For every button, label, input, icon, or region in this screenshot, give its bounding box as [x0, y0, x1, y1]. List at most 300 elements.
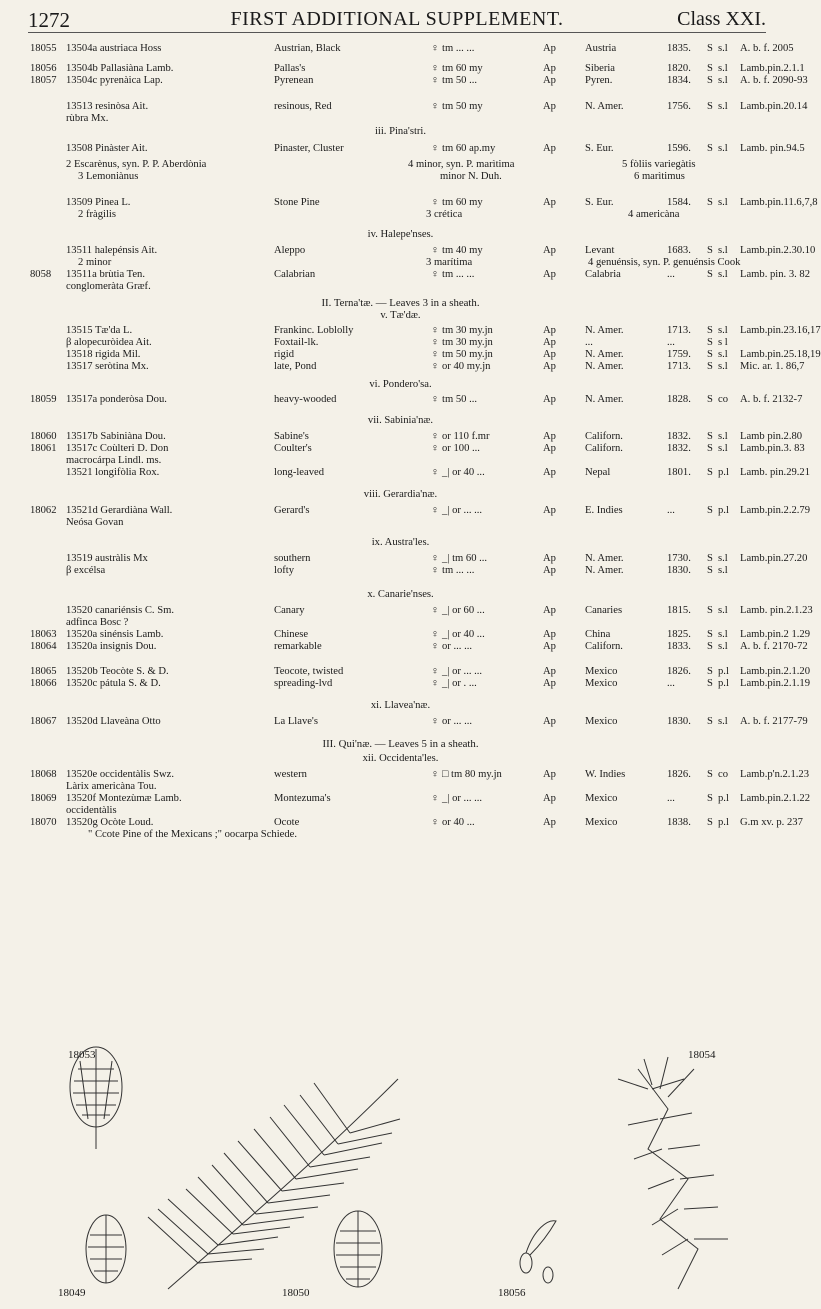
native-country: Mexico [585, 666, 618, 677]
soil: s.l [718, 431, 728, 442]
year-introduced: 1830. [667, 565, 691, 576]
size-and-flowering: or 100 ... [442, 443, 480, 454]
species-name: adfinca Bosc ? [66, 617, 129, 628]
native-country: Californ. [585, 641, 623, 652]
propagation: Ap [543, 143, 556, 154]
size-and-flowering: or 40 ... [442, 817, 475, 828]
year-introduced: 1832. [667, 431, 691, 442]
figure-reference: Lamb. pin. 3. 82 [740, 269, 811, 280]
habit-symbol: ♀ [431, 666, 439, 677]
section-heading: II. Terna'tæ. — Leaves 3 in a sheath. [321, 297, 480, 309]
species-name: 13509 Pinea L. [66, 197, 131, 208]
species-row [0, 715, 808, 731]
figure-reference: Lamb.p'n.2.1.23 [740, 769, 809, 780]
common-name: Pallas's [274, 63, 306, 74]
habit-symbol: ♀ [431, 394, 439, 405]
species-name: 13520a insignis Dou. [66, 641, 157, 652]
native-country: S. Eur. [585, 197, 614, 208]
page-title: FIRST ADDITIONAL SUPPLEMENT. [230, 8, 564, 30]
subsection-heading: xii. Occidenta'les. [362, 753, 439, 764]
cone-left-illustration [70, 1047, 122, 1149]
figure-reference: A. b. f. 2132-7 [740, 394, 803, 405]
figure-reference: Lamb.pin.25.18,19 [740, 349, 821, 360]
figure-reference: Lamb.pin.2.30.10 [740, 245, 816, 256]
common-name: western [274, 769, 307, 780]
native-country: Mexico [585, 793, 618, 804]
propagation: Ap [543, 629, 556, 640]
common-name: southern [274, 553, 311, 564]
year-introduced: 1756. [667, 101, 691, 112]
year-introduced: 1815. [667, 605, 691, 616]
propagation: Ap [543, 678, 556, 689]
season: S [707, 641, 713, 652]
propagation: Ap [543, 505, 556, 516]
soil: s.l [718, 63, 728, 74]
year-introduced: 1835. [667, 43, 691, 54]
figure-reference: Lamb.pin.2.1.20 [740, 666, 811, 677]
species-row [0, 640, 808, 656]
common-name: rigid [274, 349, 295, 360]
season: S [707, 678, 713, 689]
habit-symbol: ♀ [431, 565, 439, 576]
habit-symbol: ♀ [431, 361, 439, 372]
species-name: occidentàlis [66, 805, 117, 816]
season: S [707, 443, 713, 454]
size-and-flowering: tm ... ... [442, 43, 475, 54]
soil: s.l [718, 553, 728, 564]
native-country: E. Indies [585, 505, 623, 516]
species-name: 13511 halepénsis Ait. [66, 245, 158, 256]
propagation: Ap [543, 325, 556, 336]
year-introduced: 1596. [667, 143, 691, 154]
propagation: Ap [543, 716, 556, 727]
figure-reference: A. b. f. 2090-93 [740, 75, 808, 86]
needle-branch-illustration [148, 1079, 400, 1289]
common-name: Montezuma's [274, 793, 331, 804]
size-and-flowering: tm 30 my.jn [442, 337, 493, 348]
variety-note: 4 minor, syn. P. marìtima [408, 159, 515, 170]
common-name: Foxtail-lk. [274, 337, 319, 348]
season: S [707, 197, 713, 208]
species-row [0, 74, 808, 90]
common-name: Stone Pine [274, 197, 320, 208]
species-name: 13508 Pinàster Ait. [66, 143, 148, 154]
figure-label: 18053 [68, 1049, 96, 1061]
figure-reference: A. b. f. 2005 [740, 43, 794, 54]
year-introduced: 1825. [667, 629, 691, 640]
common-name: Frankinc. Loblolly [274, 325, 354, 336]
propagation: Ap [543, 75, 556, 86]
habit-symbol: ♀ [431, 43, 439, 54]
spiky-cone-illustration [618, 1057, 728, 1289]
habit-symbol: ♀ [431, 817, 439, 828]
figure-reference: Lamb. pin.29.21 [740, 467, 811, 478]
figure-reference: Lamb pin.2.80 [740, 431, 803, 442]
habit-symbol: ♀ [431, 349, 439, 360]
habit-symbol: ♀ [431, 505, 439, 516]
species-name: 13520f Montezùmæ Lamb. [66, 793, 182, 804]
species-row [0, 466, 811, 482]
entry-number: 18067 [30, 716, 57, 727]
native-country: Levant [585, 245, 615, 256]
propagation: Ap [543, 269, 556, 280]
section-heading: III. Qui'næ. — Leaves 5 in a sheath. [322, 738, 479, 750]
species-name: 13513 resinòsa Ait. [66, 101, 149, 112]
propagation: Ap [543, 245, 556, 256]
year-introduced: 1713. [667, 325, 691, 336]
common-name: Chinese [274, 629, 309, 640]
common-name: Coulter's [274, 443, 312, 454]
soil: p.l [718, 678, 729, 689]
season: S [707, 817, 713, 828]
habit-symbol: ♀ [431, 769, 439, 780]
year-introduced: 1584. [667, 197, 691, 208]
season: S [707, 629, 713, 640]
soil: s.l [718, 143, 728, 154]
season: S [707, 605, 713, 616]
species-name: macrocárpa Lindl. ms. [66, 455, 162, 466]
season: S [707, 349, 713, 360]
figure-reference: Lamb.pin.20.14 [740, 101, 808, 112]
variety-note: minor N. Duh. [440, 171, 502, 182]
size-and-flowering: _| or 40 ... [442, 629, 485, 640]
propagation: Ap [543, 793, 556, 804]
page-number: 1272 [28, 8, 70, 32]
common-name: La Llave's [274, 716, 318, 727]
native-country: Siberia [585, 63, 616, 74]
common-name: Aleppo [274, 245, 306, 256]
soil: co [718, 394, 728, 405]
year-introduced: 1826. [667, 769, 691, 780]
native-country: Mexico [585, 678, 618, 689]
species-row [0, 142, 805, 158]
habit-symbol: ♀ [431, 337, 439, 348]
species-row [0, 516, 801, 532]
season: S [707, 716, 713, 727]
size-and-flowering: tm 50 ... [442, 75, 478, 86]
native-country: N. Amer. [585, 553, 624, 564]
figure-plate [48, 1049, 758, 1304]
cone-bottom-left-illustration [86, 1215, 126, 1283]
size-and-flowering: _| or 60 ... [442, 605, 485, 616]
propagation: Ap [543, 349, 556, 360]
native-country: Californ. [585, 431, 623, 442]
soil: s.l [718, 641, 728, 652]
figure-reference: Lamb.pin.2 1.29 [740, 629, 811, 640]
soil: s.l [718, 269, 728, 280]
variety-note: 6 marìtimus [634, 171, 685, 182]
common-name: late, Pond [274, 361, 317, 372]
species-name: 13518 rigida Mil. [66, 349, 141, 360]
year-introduced: ... [667, 678, 675, 689]
propagation: Ap [543, 443, 556, 454]
subsection-heading: ix. Austra'les. [371, 537, 430, 548]
native-country: N. Amer. [585, 101, 624, 112]
soil: s.l [718, 325, 728, 336]
figure-reference: A. b. f. 2170-72 [740, 641, 808, 652]
subsection-heading: vii. Sabinia'næ. [367, 415, 434, 426]
propagation: Ap [543, 197, 556, 208]
subsection-heading: v. Tæ'dæ. [380, 310, 421, 321]
entry-number: 18059 [30, 394, 57, 405]
soil: s.l [718, 605, 728, 616]
season: S [707, 769, 713, 780]
species-name: 13520a sinénsis Lamb. [66, 629, 164, 640]
soil: s.l [718, 245, 728, 256]
common-name: heavy-wooded [274, 394, 337, 405]
engraving-illustrations [48, 1049, 758, 1304]
species-row [0, 360, 805, 376]
season: S [707, 245, 713, 256]
species-name: conglomeràta Græf. [66, 281, 151, 292]
native-country: Mexico [585, 716, 618, 727]
subsection-heading: x. Canarie'nses. [367, 589, 434, 600]
entry-number: 18068 [30, 769, 57, 780]
propagation: Ap [543, 553, 556, 564]
size-and-flowering: tm 50 my [442, 101, 483, 112]
variety-note: 2 Escarènus, syn. P. P. Aberdònia [66, 159, 207, 170]
species-name: 13517 seròtina Mx. [66, 361, 149, 372]
native-country: Canaries [585, 605, 623, 616]
species-name: 13520d Llaveàna Otto [66, 716, 161, 727]
season: S [707, 666, 713, 677]
common-name: resinous, Red [274, 101, 332, 112]
entry-number: 18056 [30, 63, 57, 74]
species-name: β alopecuròidea Ait. [66, 337, 152, 348]
habit-symbol: ♀ [431, 467, 439, 478]
season: S [707, 337, 713, 348]
soil: s.l [718, 443, 728, 454]
variety-note: 4 americàna [628, 209, 680, 220]
common-name: Calabrian [274, 269, 316, 280]
class-label: Class XXI. [677, 8, 766, 30]
year-introduced: 1683. [667, 245, 691, 256]
figure-reference: Lamb.pin.2.2.79 [740, 505, 811, 516]
variety-note: 4 genuénsis, syn. P. genuénsis Cook [588, 257, 741, 268]
entry-number: 18065 [30, 666, 57, 677]
figure-reference: Lamb. pin.94.5 [740, 143, 805, 154]
propagation: Ap [543, 101, 556, 112]
native-country: Nepal [585, 467, 611, 478]
entry-number: 18069 [30, 793, 57, 804]
figure-reference: Lamb.pin.23.16,17 [740, 325, 821, 336]
year-introduced: 1820. [667, 63, 691, 74]
common-name: Pinaster, Cluster [274, 143, 344, 154]
variety-note: 3 marítima [426, 257, 473, 268]
common-name: Teocote, twisted [274, 666, 344, 677]
common-name: Pyrenean [274, 75, 314, 86]
year-introduced: 1834. [667, 75, 691, 86]
soil: co [718, 769, 728, 780]
variety-note: " Ccote Pine of the Mexicans ;" oocarpa Schiede. [88, 829, 297, 840]
habit-symbol: ♀ [431, 605, 439, 616]
size-and-flowering: _| or ... ... [442, 666, 483, 677]
soil: p.l [718, 666, 729, 677]
year-introduced: 1713. [667, 361, 691, 372]
soil: s.l [718, 716, 728, 727]
soil: p.l [718, 505, 729, 516]
common-name: lofty [274, 565, 295, 576]
season: S [707, 269, 713, 280]
habit-symbol: ♀ [431, 75, 439, 86]
season: S [707, 143, 713, 154]
size-and-flowering: tm 60 my [442, 197, 483, 208]
native-country: China [585, 629, 611, 640]
propagation: Ap [543, 641, 556, 652]
year-introduced: 1828. [667, 394, 691, 405]
species-name: β excélsa [66, 565, 106, 576]
habit-symbol: ♀ [431, 629, 439, 640]
entry-number: 18061 [30, 443, 57, 454]
season: S [707, 565, 713, 576]
size-and-flowering: tm 50 my.jn [442, 349, 493, 360]
habit-symbol: ♀ [431, 325, 439, 336]
subsection-heading: viii. Gerardia'næ. [363, 489, 438, 500]
size-and-flowering: _| or ... ... [442, 793, 483, 804]
figure-reference: Lamb.pin.11.6,7,8 [740, 197, 818, 208]
soil: s.l [718, 565, 728, 576]
propagation: Ap [543, 431, 556, 442]
figure-reference: Lamb.pin.2.1.22 [740, 793, 811, 804]
size-and-flowering: or 110 f.mr [442, 431, 490, 442]
species-name: 13521d Gerardiàna Wall. [66, 505, 173, 516]
figure-reference: Lamb. pin.2.1.23 [740, 605, 813, 616]
native-country: N. Amer. [585, 361, 624, 372]
species-row [0, 677, 811, 693]
soil: p.l [718, 793, 729, 804]
species-name: 13520 canariénsis C. Sm. [66, 605, 174, 616]
subsection-heading: xi. Llavea'næ. [370, 700, 431, 711]
species-name: 13520b Teocòte S. & D. [66, 666, 169, 677]
propagation: Ap [543, 361, 556, 372]
native-country: S. Eur. [585, 143, 614, 154]
year-introduced: ... [667, 269, 675, 280]
entry-number: 18055 [30, 43, 57, 54]
habit-symbol: ♀ [431, 443, 439, 454]
year-introduced: ... [667, 337, 675, 348]
species-row [0, 196, 818, 212]
species-name: 13521 longifòlia Rox. [66, 467, 160, 478]
year-introduced: 1730. [667, 553, 691, 564]
entry-number: 18057 [30, 75, 57, 86]
size-and-flowering: tm 50 ... [442, 394, 478, 405]
year-introduced: 1826. [667, 666, 691, 677]
native-country: N. Amer. [585, 325, 624, 336]
figure-reference: A. b. f. 2177-79 [740, 716, 808, 727]
native-country: N. Amer. [585, 394, 624, 405]
size-and-flowering: _| or ... ... [442, 505, 483, 516]
common-name: remarkable [274, 641, 322, 652]
season: S [707, 467, 713, 478]
variety-note: 3 Lemoniànus [78, 171, 139, 182]
entry-number: 18066 [30, 678, 57, 689]
soil: s.l [718, 43, 728, 54]
figure-label: 18054 [688, 1049, 716, 1061]
cone-center-illustration [334, 1211, 382, 1287]
size-and-flowering: or ... ... [442, 716, 473, 727]
soil: s.l [718, 75, 728, 86]
native-country: Calabria [585, 269, 621, 280]
season: S [707, 394, 713, 405]
year-introduced: 1838. [667, 817, 691, 828]
season: S [707, 793, 713, 804]
habit-symbol: ♀ [431, 101, 439, 112]
habit-symbol: ♀ [431, 793, 439, 804]
propagation: Ap [543, 43, 556, 54]
species-name: 13517c Coùlteri D. Don [66, 443, 169, 454]
season: S [707, 505, 713, 516]
habit-symbol: ♀ [431, 197, 439, 208]
species-name: 13520e occidentàlis Swz. [66, 769, 174, 780]
species-name: 13520g Ocòte Loud. [66, 817, 154, 828]
year-introduced: 1801. [667, 467, 691, 478]
species-name: 13504a austriaca Hoss [66, 43, 162, 54]
variety-note: 3 crética [426, 209, 463, 220]
size-and-flowering: tm ... ... [442, 565, 475, 576]
propagation: Ap [543, 817, 556, 828]
size-and-flowering: □ tm 80 my.jn [442, 769, 502, 780]
season: S [707, 553, 713, 564]
entry-number: 18070 [30, 817, 57, 828]
propagation: Ap [543, 565, 556, 576]
common-name: spreading-lvd [274, 678, 333, 689]
common-name: Austrian, Black [274, 43, 341, 54]
habit-symbol: ♀ [431, 269, 439, 280]
seeds-illustration [520, 1221, 556, 1283]
common-name: long-leaved [274, 467, 325, 478]
propagation: Ap [543, 394, 556, 405]
soil: p.l [718, 467, 729, 478]
subsection-heading: iii. Pina'stri. [374, 126, 427, 137]
season: S [707, 361, 713, 372]
species-row [0, 393, 801, 409]
common-name: Sabine's [274, 431, 309, 442]
native-country: Californ. [585, 443, 623, 454]
variety-note: 2 fràgilis [78, 209, 116, 220]
size-and-flowering: tm 30 my.jn [442, 325, 493, 336]
year-introduced: ... [667, 505, 675, 516]
season: S [707, 75, 713, 86]
species-row [0, 42, 801, 58]
propagation: Ap [543, 666, 556, 677]
figure-reference: Mic. ar. 1. 86,7 [740, 361, 805, 372]
species-name: Làrix americàna Tou. [66, 781, 157, 792]
native-country: ... [585, 337, 593, 348]
variety-note: 5 fòliis variegàtis [622, 159, 696, 170]
figure-reference: Lamb.pin.3. 83 [740, 443, 805, 454]
habit-symbol: ♀ [431, 431, 439, 442]
species-name: 13504b Pallasiàna Lamb. [66, 63, 174, 74]
figure-reference: Lamb.pin.27.20 [740, 553, 808, 564]
species-name: 13517a ponderòsa Dou. [66, 394, 167, 405]
propagation: Ap [543, 605, 556, 616]
year-introduced: 1830. [667, 716, 691, 727]
size-and-flowering: tm 40 my [442, 245, 483, 256]
figure-label: 18056 [498, 1287, 526, 1299]
habit-symbol: ♀ [431, 641, 439, 652]
soil: p.l [718, 817, 729, 828]
habit-symbol: ♀ [431, 716, 439, 727]
habit-symbol: ♀ [431, 678, 439, 689]
entry-number: 18064 [30, 641, 57, 652]
propagation: Ap [543, 63, 556, 74]
size-and-flowering: _| or . ... [442, 678, 477, 689]
species-name: 13515 Tæ'da L. [66, 325, 133, 336]
season: S [707, 431, 713, 442]
variety-note: 2 minor [78, 257, 112, 268]
year-introduced: 1832. [667, 443, 691, 454]
entry-number: 8058 [30, 269, 52, 280]
